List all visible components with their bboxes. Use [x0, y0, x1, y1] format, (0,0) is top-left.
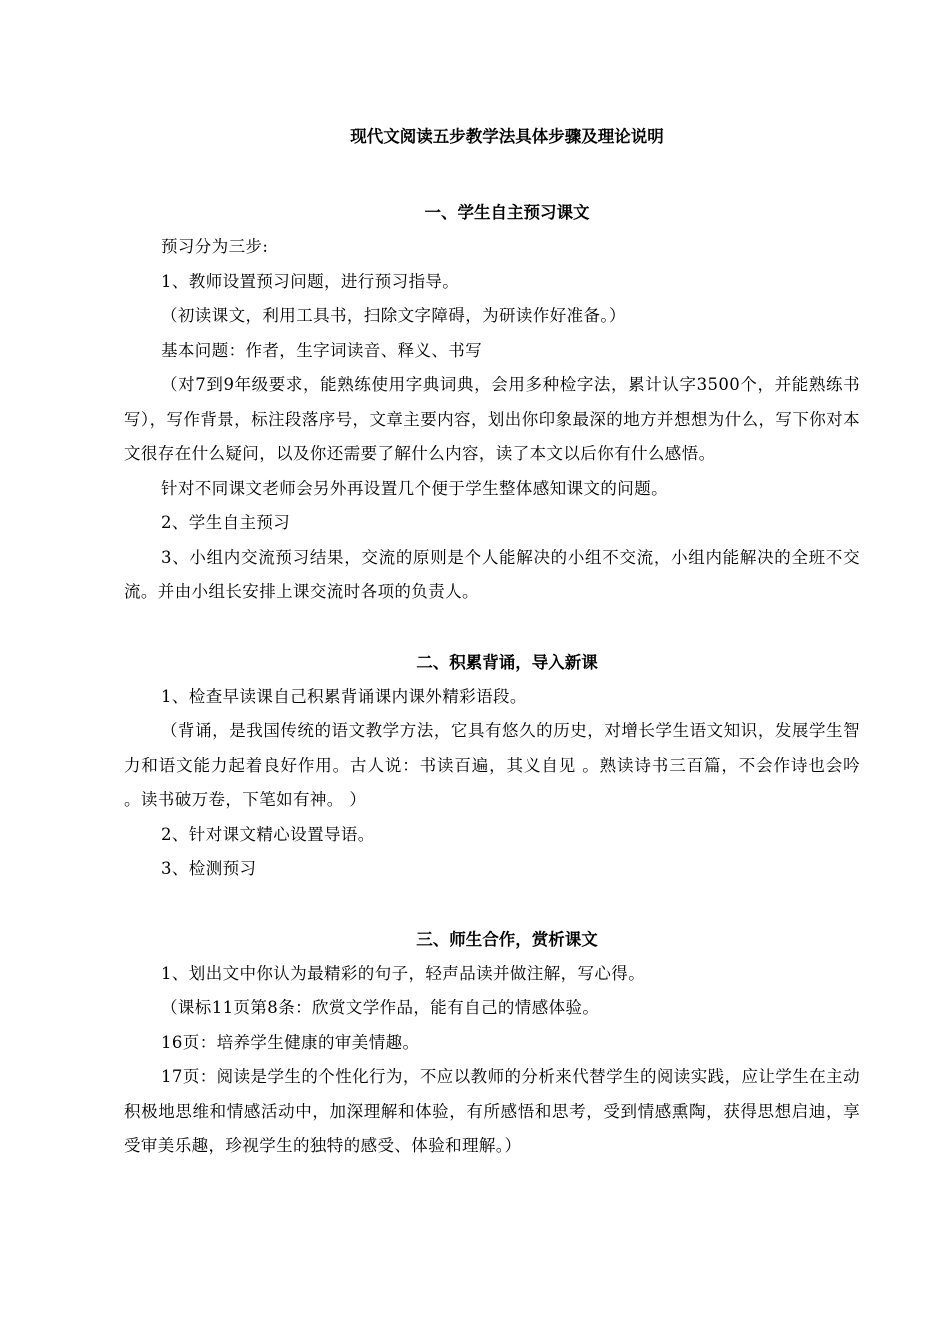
section-heading: 二、积累背诵，导入新课 [416, 652, 598, 672]
document-title: 现代文阅读五步教学法具体步骤及理论说明 [350, 127, 664, 146]
paragraph: 1、划出文中你认为最精彩的句子，轻声品读并做注解，写心得。 [161, 963, 646, 983]
paragraph: 16页：培养学生健康的审美情趣。 [161, 1032, 420, 1052]
paragraph: （对7到9年级要求，能熟练使用字典词典，会用多种检字法，累计认字3500个，并能熟练书写），写作背景，标注段落序号，文章主要内容，划出你印象最深的地方并想想为什么，写下你对本文很存在什么疑问，以及你还需要了解什么内容，读了本文以后你有什么感悟。 [124, 375, 860, 463]
paragraph: 1、教师设置预习问题，进行预习指导。 [161, 271, 460, 291]
paragraph: 3、小组内交流预习结果，交流的原则是个人能解决的小组不交流，小组内能解决的全班不交流。并由小组长安排上课交流时各项的负责人。 [124, 547, 860, 601]
paragraph: 3、检测预习 [161, 859, 257, 878]
paragraph: （初读课文，利用工具书，扫除文字障碍，为研读作好准备。） [161, 306, 626, 325]
paragraph: 1、检查早读课自己积累背诵课内课外精彩语段。 [161, 686, 527, 706]
paragraph: 针对不同课文老师会另外再设置几个便于学生整体感知课文的问题。 [161, 478, 668, 498]
paragraph: （课标11页第8条：欣赏文学作品，能有自己的情感体验。 [161, 998, 600, 1017]
paragraph: 2、学生自主预习 [161, 513, 291, 532]
paragraph: 预习分为三步: [161, 237, 269, 256]
paragraph: 基本问题：作者，生字词读音、释义、书写 [161, 340, 483, 360]
section-heading: 三、师生合作，赏析课文 [416, 929, 598, 949]
section-heading: 一、学生自主预习课文 [424, 203, 590, 222]
paragraph: 17页：阅读是学生的个性化行为，不应以教师的分析来代替学生的阅读实践，应让学生在主动积极地思维和情感活动中，加深理解和体验，有所感悟和思考，受到情感熏陶，获得思想启迪，享受审美乐趣，珍视学生的独特的感受、体验和理解。） [124, 1067, 860, 1155]
document-page [124, 120, 860, 1164]
section-appreciation [124, 923, 860, 1164]
paragraph: （背诵，是我国传统的语文教学方法，它具有悠久的历史，对增长学生语文知识，发展学生智力和语文能力起着良好作用。古人说：书读百遍，其义自见 。熟读诗书三百篇，不会作诗也会吟 。读书破万卷，下笔如有神。 ） [124, 721, 860, 809]
section-preview [124, 196, 860, 610]
paragraph: 2、针对课文精心设置导语。 [161, 824, 375, 844]
section-recitation [124, 646, 860, 887]
